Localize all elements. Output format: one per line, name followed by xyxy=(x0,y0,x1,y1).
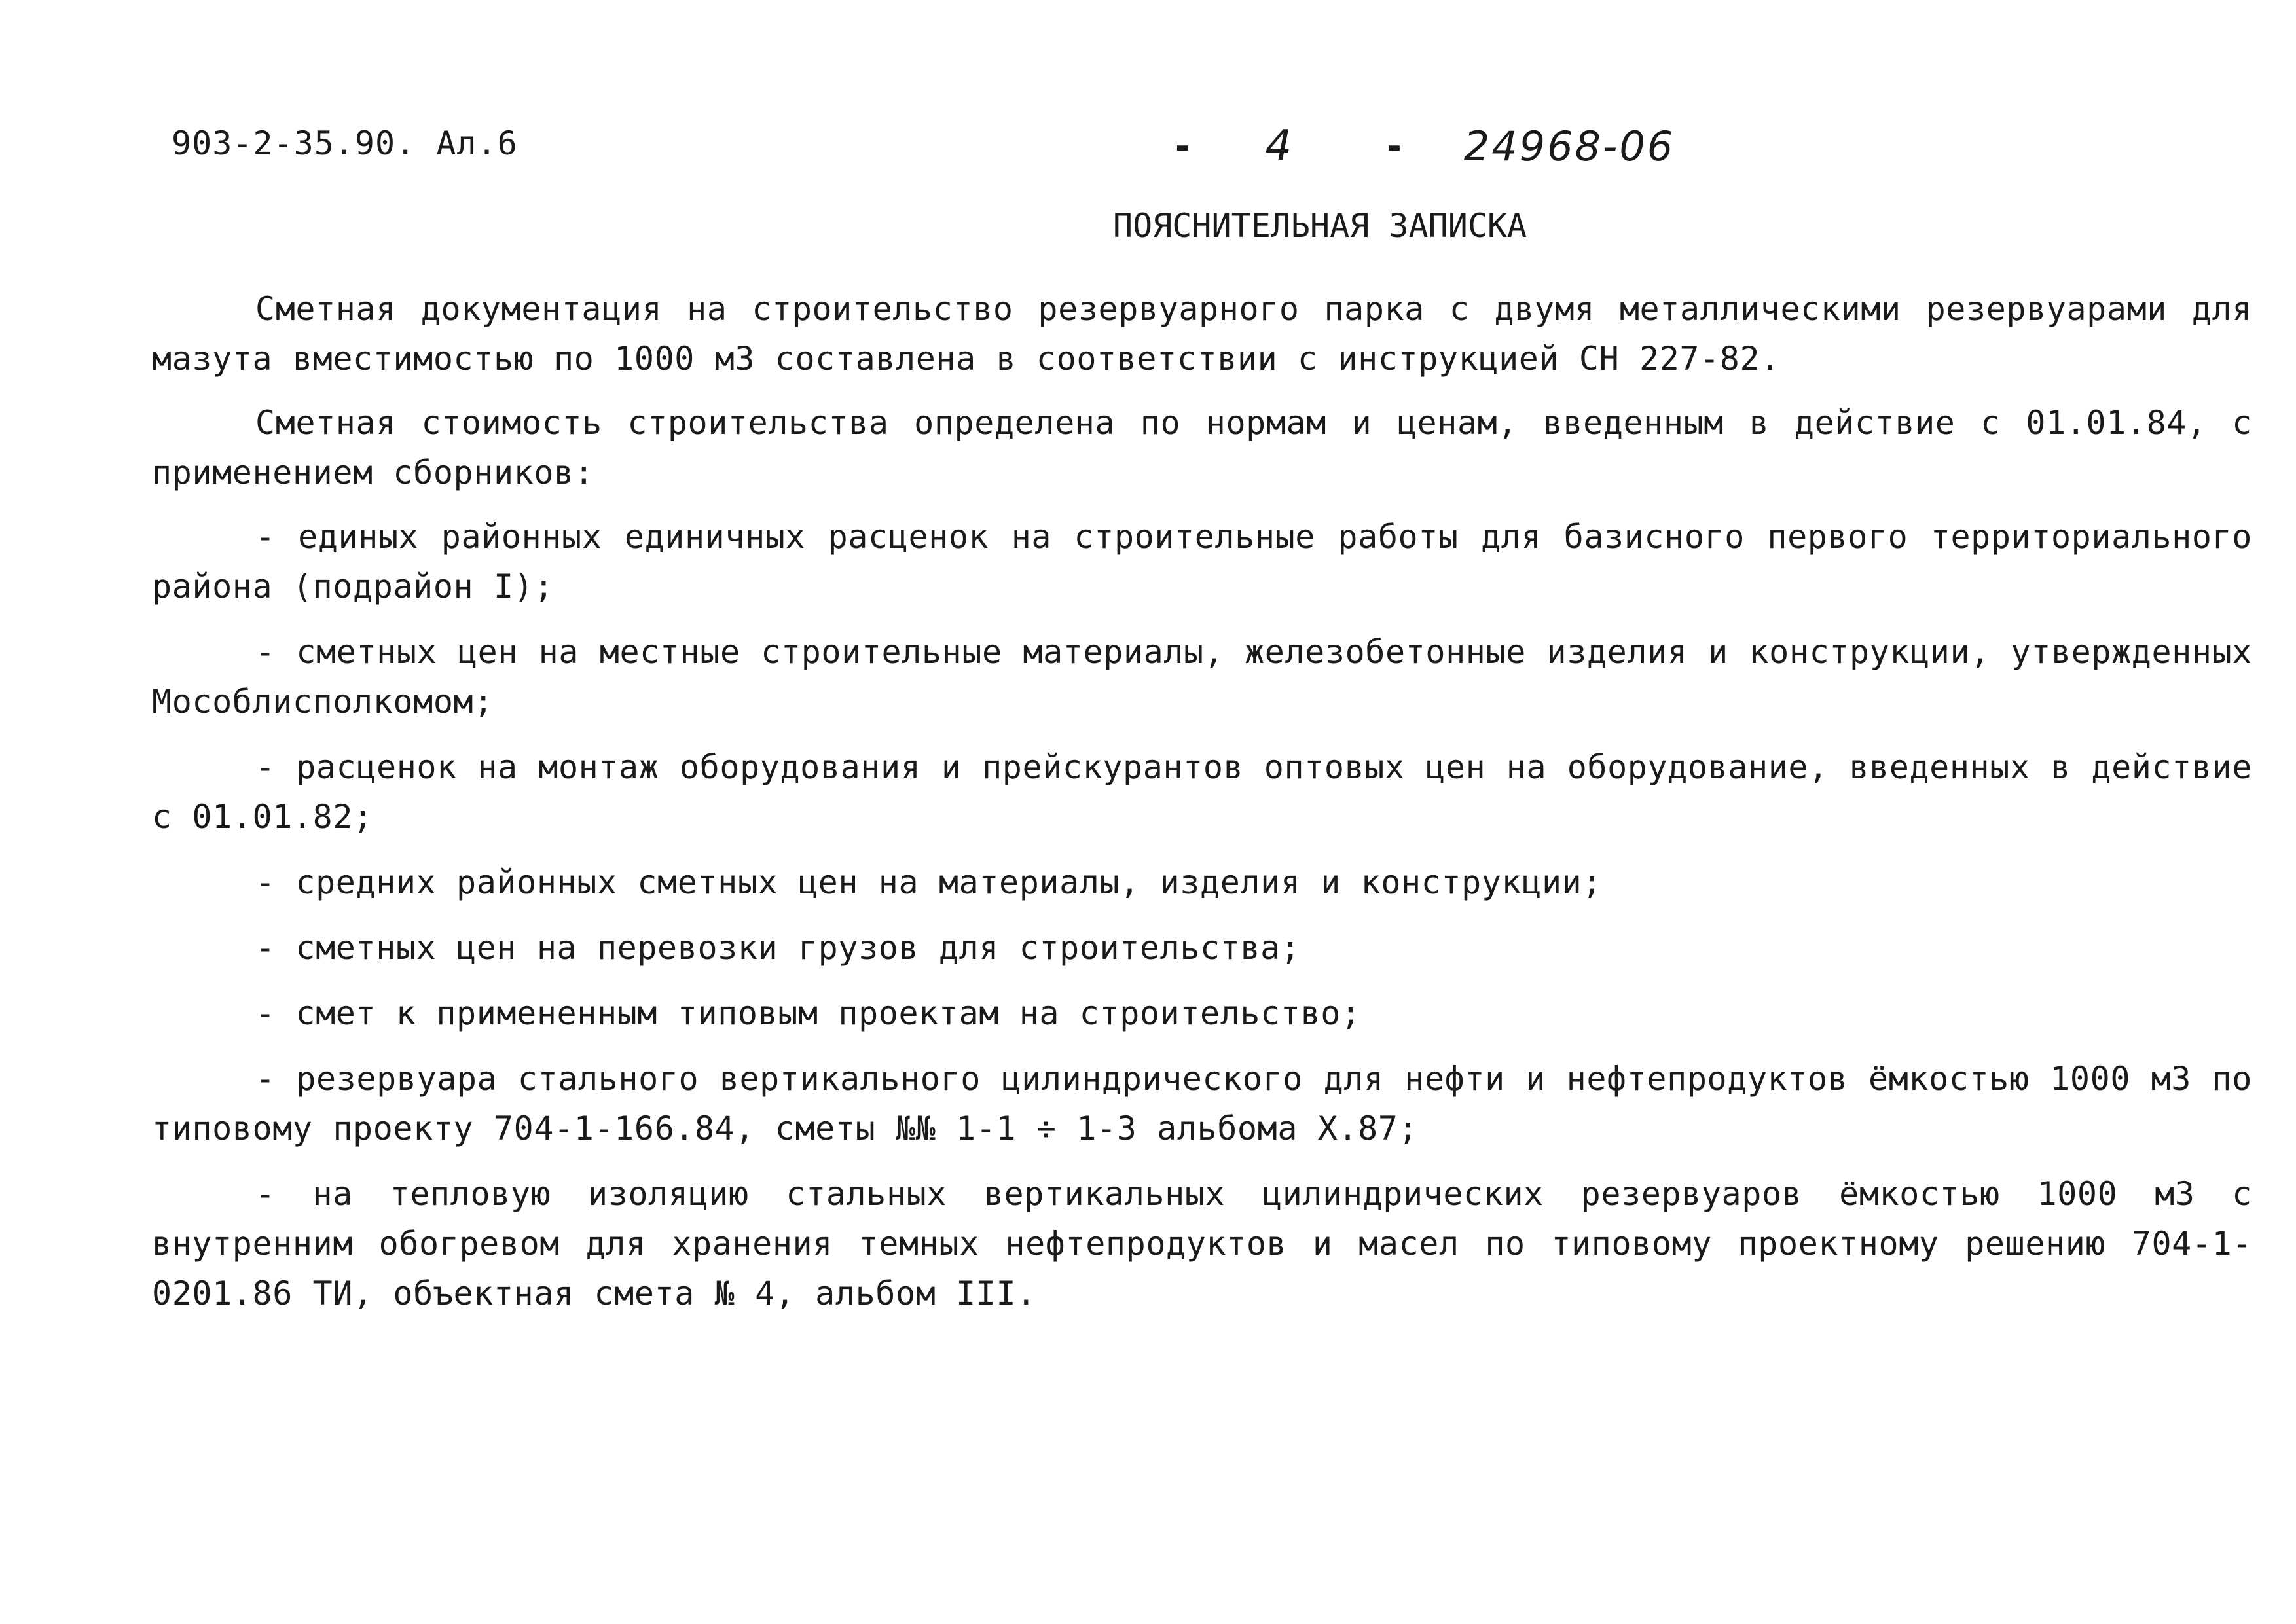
page-number: 4 xyxy=(1265,122,1292,170)
list-item: - смет к примененным типовым проектам на строительство; xyxy=(255,994,1361,1032)
page-title: ПОЯСНИТЕЛЬНАЯ ЗАПИСКА xyxy=(1113,207,1527,245)
list-item: - сметных цен на перевозки грузов для строительства; xyxy=(255,929,1301,967)
paragraph: Сметная документация на строительство резервуарного парка с двумя металлическими резервуарами для мазута вместимостью по 1000 м3 составлена в соответствии с инструкцией СН 227-82. xyxy=(152,290,2252,378)
page-dash-right: - xyxy=(1383,125,1405,167)
list-item: - сметных цен на местные строительные материалы, железобетонные изделия и конструкции, утвержденных Мособлисполкомом; xyxy=(152,633,2252,721)
list-item: - расценок на монтаж оборудования и прейскурантов оптовых цен на оборудование, введенных в действие с 01.01.82; xyxy=(152,748,2252,836)
list-item: - на тепловую изоляцию стальных вертикальных цилиндрических резервуаров ёмкостью 1000 м3 с внутренним обогревом для хранения темных нефтепродуктов и масел по типовому проектному решению 704-1-0201.86 ТИ, объектная смета № 4, альбом III. xyxy=(152,1175,2252,1312)
page-dash-left: - xyxy=(1172,125,1194,167)
list-item: - резервуара стального вертикального цилиндрического для нефти и нефтепродуктов ёмкостью 1000 м3 по типовому проекту 704-1-166.84, сметы №№ 1-1 ÷ 1-3 альбома X.87; xyxy=(152,1060,2252,1147)
list-item: - единых районных единичных расценок на строительные работы для базисного первого территориального района (подрайон I); xyxy=(152,518,2252,605)
list-item: - средних районных сметных цен на материалы, изделия и конструкции; xyxy=(255,863,1603,901)
paragraph: Сметная стоимость строительства определена по нормам и ценам, введенным в действие с 01.01.84, с применением сборников: xyxy=(152,404,2252,492)
document-code: 903-2-35.90. Ал.6 xyxy=(172,124,518,162)
page-number-block xyxy=(1172,122,1675,170)
archive-code: 24968-06 xyxy=(1463,122,1675,170)
body-text xyxy=(152,284,2252,1318)
